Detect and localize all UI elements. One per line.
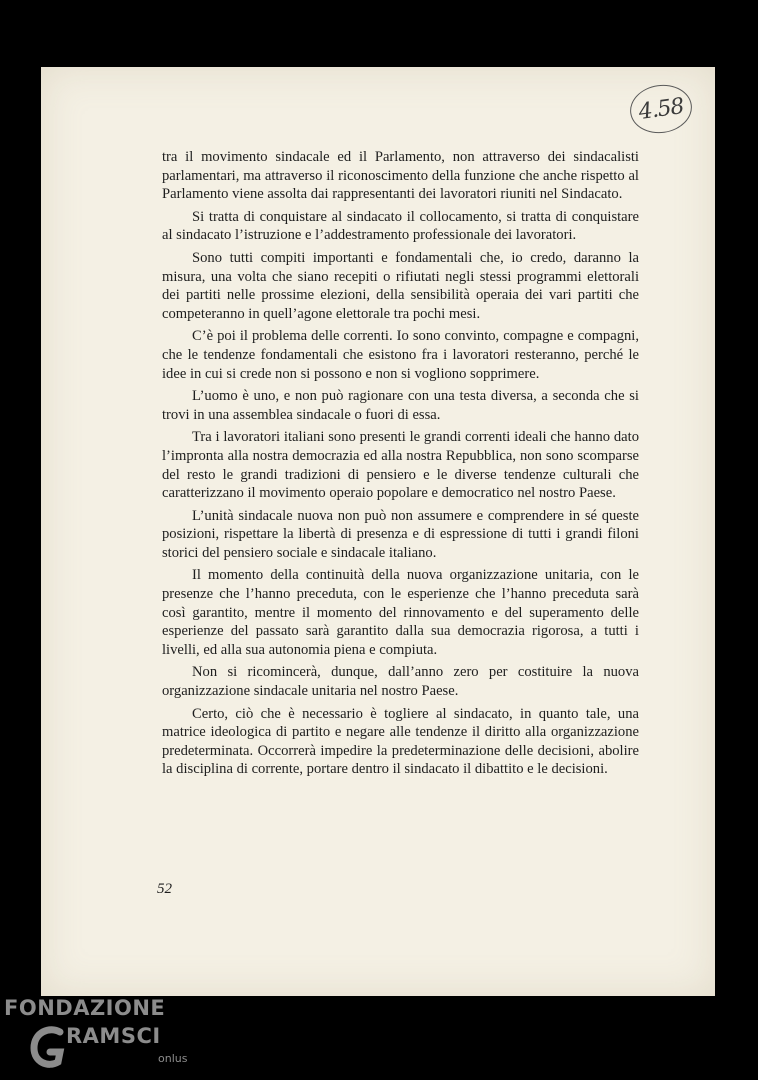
paragraph: Sono tutti compiti importanti e fondamentali che, io credo, daranno la misura, una volta che siano recepiti o rifiutati negli stessi programmi elettorali dei partiti nelle prossime elezioni, della sensibilità operaia dei vari partiti che competeranno in quell’agone elettorale tra pochi mesi.	[162, 249, 639, 322]
handwritten-page-annotation: 4.58	[627, 81, 695, 137]
paragraph: L’uomo è uno, e non può ragionare con una testa diversa, a seconda che si trovi in una assemblea sindacale o fuori di essa.	[162, 388, 639, 423]
fondazione-gramsci-logo	[4, 996, 194, 1080]
paragraph: Si tratta di conquistare al sindacato il collocamento, si tratta di conquistare al sindacato l’istruzione e l’addestramento professionale dei lavoratori.	[162, 208, 639, 244]
logo-text-gramsci: RAMSCI	[66, 1024, 161, 1048]
g-swirl-icon	[30, 1024, 70, 1070]
document-page	[41, 67, 715, 996]
paragraph: Certo, ciò che è necessario è togliere al sindacato, in quanto tale, una matrice ideologica di partito e negare alle tendenze il diritto alla organizzazione predeterminata. Occorrerà impedire la predeterminazione delle decisioni, abolire la disciplina di corrente, portare dentro il sindacato il dibattito e le decisioni.	[162, 705, 639, 778]
paragraph: C’è poi il problema delle correnti. Io sono convinto, compagne e compagni, che le tendenze fondamentali che esistono fra i lavoratori resteranno, perché le idee in cui si crede non si possono e non si vogliono sopprimere.	[162, 328, 639, 382]
body-text	[162, 148, 639, 783]
paragraph: tra il movimento sindacale ed il Parlamento, non attraverso dei sindacalisti parlamentari, ma attraverso il riconoscimento della funzione che anche rispetto al Parlamento viene assolta dai rappresentanti dei lavoratori riuniti nel Sindacato.	[162, 149, 639, 203]
paragraph: L’unità sindacale nuova non può non assumere e comprendere in sé queste posizioni, rispettare la libertà di presenza e di espressione di tutti i grandi filoni storici del pensiero sociale e sindacale italiano.	[162, 507, 639, 561]
paragraph: Non si ricomincerà, dunque, dall’anno zero per costituire la nuova organizzazione sindacale unitaria nel nostro Paese.	[162, 664, 639, 700]
page-number: 52	[157, 881, 172, 897]
logo-text-onlus: onlus	[158, 1052, 188, 1065]
paragraph: Il momento della continuità della nuova organizzazione unitaria, con le presenze che l’hanno preceduta, con le esperienze che l’hanno preceduta sarà così garantito, mentre il momento del rinnovamento e del superamento delle esperienze del passato sarà garantito dalla sua democrazia rigorosa, a tutti i livelli, ed alla sua autonomia piena e compiuta.	[162, 567, 639, 658]
paragraph: Tra i lavoratori italiani sono presenti le grandi correnti ideali che hanno dato l’impronta alla nostra democrazia ed alla nostra Repubblica, non sono scomparse del resto le grandi tradizioni di pensiero e le diverse tendenze culturali che caratterizzano il movimento operaio popolare e democratico nel nostro Paese.	[162, 429, 639, 502]
logo-text-fondazione: FONDAZIONE	[4, 996, 166, 1020]
